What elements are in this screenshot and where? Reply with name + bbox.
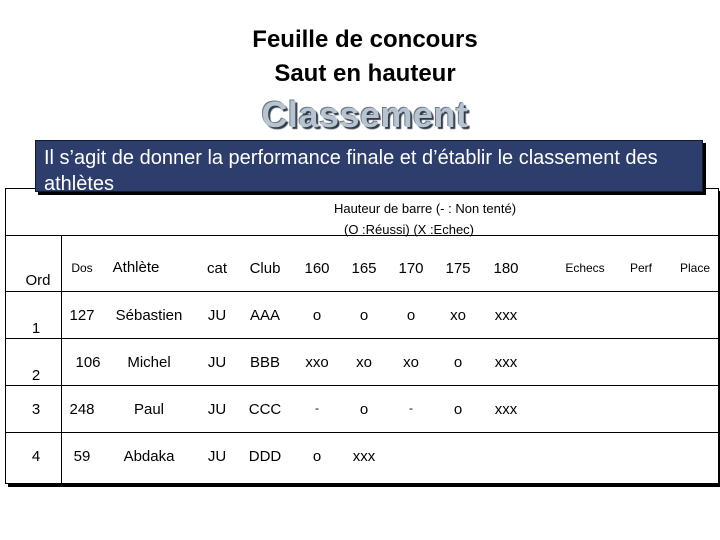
row-club: DDD [248, 448, 282, 465]
header-perf: Perf [629, 261, 653, 275]
instruction-callout [35, 140, 703, 195]
row-attempt-160: - [315, 401, 319, 415]
row-ord: 2 [31, 367, 41, 384]
grid-line-row-4 [6, 432, 718, 433]
row-attempt-180: xxx [494, 401, 518, 418]
header-height-165: 165 [351, 260, 377, 277]
row-attempt-175: o [453, 401, 463, 418]
row-attempt-175: xo [450, 307, 466, 324]
row-attempt-180: xxx [494, 307, 518, 324]
row-attempt-165: xxx [352, 448, 376, 465]
header-cat: cat [206, 260, 228, 277]
header-club: Club [249, 260, 281, 277]
row-attempt-175: o [453, 354, 463, 371]
row-athlete: Paul [133, 401, 165, 418]
row-athlete: Sébastien [115, 307, 183, 324]
grid-line-row-2 [6, 338, 718, 339]
row-attempt-160: xxo [305, 354, 329, 371]
row-athlete: Michel [127, 354, 171, 371]
row-cat: JU [207, 307, 227, 324]
header-echecs: Echecs [565, 261, 605, 275]
row-attempt-165: xo [356, 354, 372, 371]
legend-line-1: Hauteur de barre (- : Non tenté) [333, 201, 517, 216]
row-club: CCC [248, 401, 282, 418]
row-dos: 106 [75, 354, 101, 371]
header-height-160: 160 [304, 260, 330, 277]
header-height-170: 170 [398, 260, 424, 277]
grid-line-ord [61, 235, 62, 483]
row-attempt-170: - [409, 401, 413, 415]
row-dos: 127 [69, 307, 95, 324]
row-ord: 4 [31, 448, 41, 465]
grid-line-row-3 [6, 385, 718, 386]
header-athlete: Athlète [112, 259, 160, 276]
row-dos: 248 [69, 401, 95, 418]
header-dos: Dos [71, 261, 93, 275]
title-classement: Classement [261, 94, 469, 135]
row-attempt-160: o [312, 448, 322, 465]
row-dos: 59 [73, 448, 91, 465]
title-line-1: Feuille de concours [252, 26, 478, 53]
legend-line-2: (O :Réussi) (X :Echec) [343, 222, 475, 237]
header-place: Place [679, 261, 711, 275]
grid-line-row-1 [6, 291, 718, 292]
row-cat: JU [207, 401, 227, 418]
competition-sheet [5, 188, 719, 484]
row-ord: 3 [31, 401, 41, 418]
row-ord: 1 [31, 320, 41, 337]
row-attempt-165: o [359, 401, 369, 418]
row-cat: JU [207, 448, 227, 465]
header-height-180: 180 [493, 260, 519, 277]
row-attempt-170: o [406, 307, 416, 324]
row-attempt-160: o [312, 307, 322, 324]
row-cat: JU [207, 354, 227, 371]
title-line-2: Saut en hauteur [274, 60, 456, 87]
row-club: BBB [249, 354, 281, 371]
row-attempt-180: xxx [494, 354, 518, 371]
header-height-175: 175 [445, 260, 471, 277]
header-ord: Ord [25, 272, 51, 289]
row-attempt-170: xo [403, 354, 419, 371]
row-club: AAA [249, 307, 281, 324]
row-attempt-165: o [359, 307, 369, 324]
row-athlete: Abdaka [123, 448, 175, 465]
callout-text: Il s’agit de donner la performance finale et d’établir le classement des athlètes [44, 147, 658, 195]
